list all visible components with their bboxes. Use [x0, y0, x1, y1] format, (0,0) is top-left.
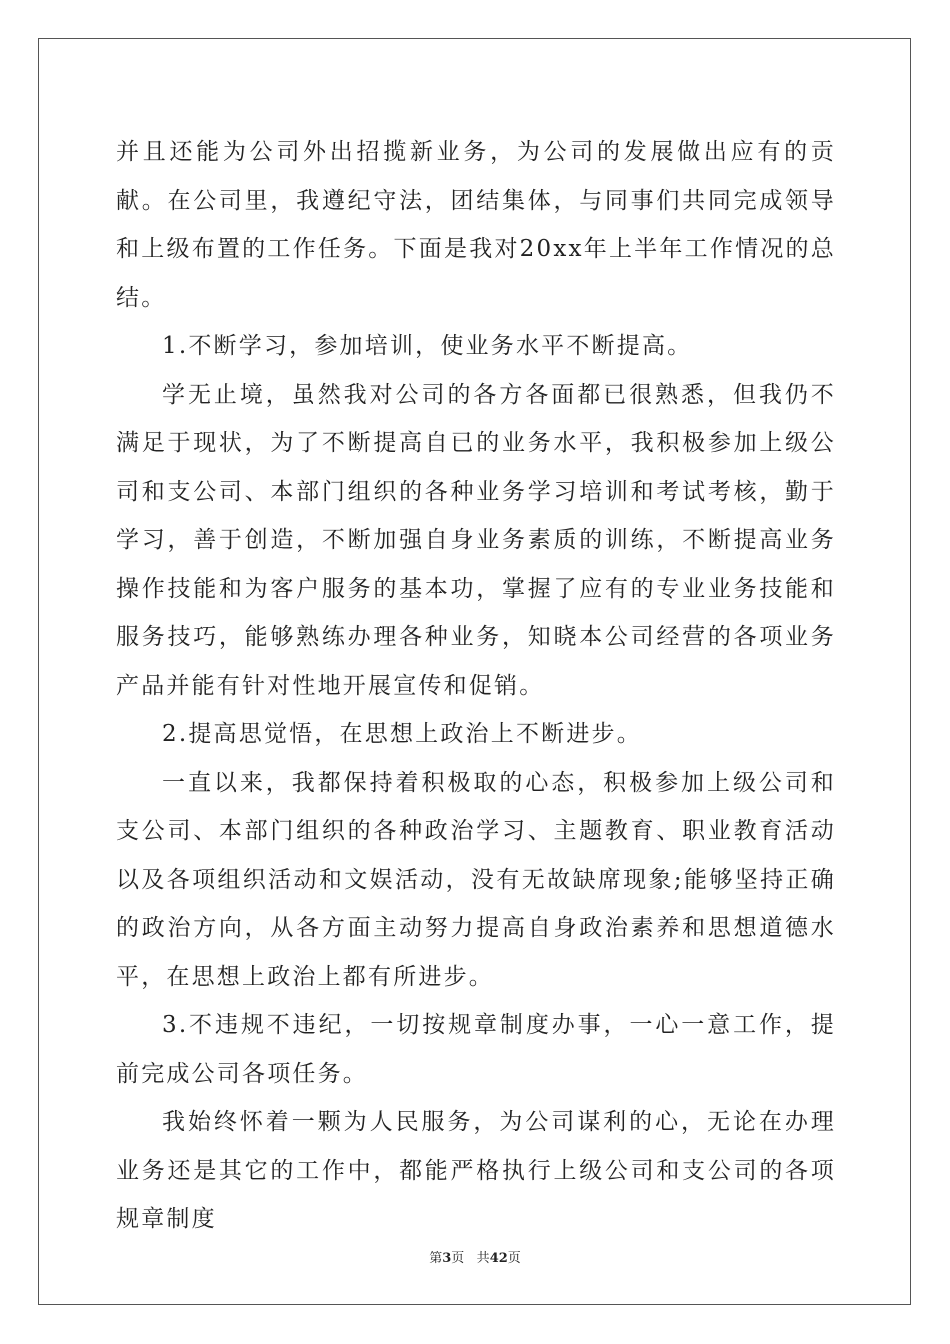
document-body — [116, 128, 836, 1244]
footer-page-number: 3 — [442, 1251, 452, 1266]
section-heading-1: 1.不断学习，参加培训，使业务水平不断提高。 — [162, 333, 693, 359]
footer-total-prefix: 共 — [476, 1251, 490, 1266]
paragraph: 学无止境，虽然我对公司的各方各面都已很熟悉，但我仍不满足于现状，为了不断提高自已的业务水平，我积极参加上级公司和支公司、本部门组织的各种业务学习培训和考试考核，勤于学习，善于创造，不断加强自身业务素质的训练，不断提高业务操作技能和为客户服务的基本功，掌握了应有的专业业务技能和服务技巧，能够熟练办理各种业务，知晓本公司经营的各项业务产品并能有针对性地开展宣传和促销。 — [116, 381, 836, 699]
page-footer — [0, 1247, 950, 1266]
footer-total-suffix: 页 — [507, 1251, 521, 1266]
footer-total-pages: 42 — [489, 1251, 508, 1266]
footer-page-suffix: 页 — [451, 1251, 465, 1266]
section-heading-3: 3.不违规不违纪，一切按规章制度办事，一心一意工作，提前完成公司各项任务。 — [116, 1012, 836, 1087]
section-heading-2: 2.提高思觉悟，在思想上政治上不断进步。 — [162, 721, 642, 747]
footer-prefix: 第 — [429, 1251, 443, 1266]
paragraph: 一直以来，我都保持着积极取的心态，积极参加上级公司和支公司、本部门组织的各种政治学习、主题教育、职业教育活动以及各项组织活动和文娱活动，没有无故缺席现象;能够坚持正确的政治方向，从各方面主动努力提高自身政治素养和思想道德水平，在思想上政治上都有所进步。 — [116, 769, 836, 990]
paragraph-continuation: 并且还能为公司外出招揽新业务，为公司的发展做出应有的贡献。在公司里，我遵纪守法，团结集体，与同事们共同完成领导和上级布置的工作任务。下面是我对20xx年上半年工作情况的总结。 — [116, 139, 836, 311]
paragraph: 我始终怀着一颗为人民服务，为公司谋利的心，无论在办理业务还是其它的工作中，都能严格执行上级公司和支公司的各项规章制度 — [116, 1109, 836, 1232]
